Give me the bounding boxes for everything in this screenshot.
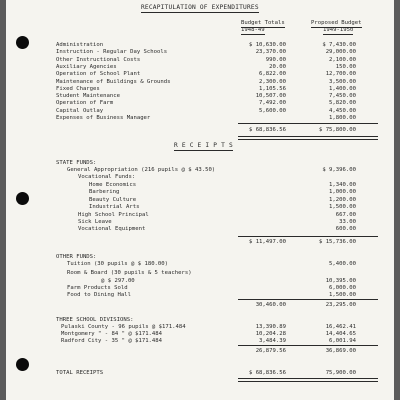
food-dining-label: Food to Dining Hall [67,292,131,298]
expenditure-row-proposed-value: 1,800.00 [329,115,356,121]
expenditure-row-label: Student Maintenance [56,93,120,100]
state-fund-row-proposed-value: 1,500.00 [329,204,356,211]
other-total-rule [238,299,378,300]
col2-header-line2: 1949-1950 [323,27,354,33]
document-page [6,0,394,400]
expenditure-row-proposed-value: 2,100.00 [329,56,356,63]
state-fund-row-label: Beauty Culture [89,196,137,203]
binder-hole-middle [16,192,29,205]
other-total-v2: 23,295.00 [325,302,356,308]
vocational-funds-label: Vocational Funds: [78,174,136,180]
expenditure-row-budget-value: 990.00 [265,56,286,63]
expenditure-row-budget-value: 23,370.00 [255,49,286,56]
exp-double-rule [238,136,378,140]
state-fund-row-label: High School Principal [78,211,149,218]
exp-total-v2: $ 75,800.00 [318,127,356,133]
col1-header-line2: 1948-49 [241,27,265,33]
tuition-label: Tuition (30 pupils @ $ 180.00) [67,261,169,267]
state-total-v1: $ 11,497.00 [248,239,286,245]
division-row-proposed-value: 16,462.41 [325,324,356,330]
expenditure-row-label: Other Instructional Costs [56,56,141,63]
expenditure-row-proposed-value: 5,820.00 [329,100,356,107]
expenditure-row-budget-value: 20.00 [269,63,286,70]
division-row-budget-value: 13,390.89 [255,324,286,330]
state-total-v2: $ 15,736.00 [318,239,356,245]
expenditure-row-budget-value: 7,492.00 [259,100,286,107]
other-funds-heading: OTHER FUNDS: [56,254,97,260]
state-funds-heading: STATE FUNDS: [56,160,97,166]
expenditure-row-budget-value: 1,105.56 [259,85,286,92]
expenditure-row-proposed-value: 12,700.00 [325,71,356,78]
tuition-value: 5,400.00 [329,261,356,267]
divisions-total-v1: 26,879.56 [255,348,286,354]
food-dining-value: 1,500.00 [329,292,356,298]
receipts-title: R E C E I P T S [174,142,233,149]
state-fund-row-label: Industrial Arts [89,204,140,211]
total-receipts-label: TOTAL RECEIPTS [56,370,104,376]
expenditure-row-label: Auxiliary Agencies [56,63,117,70]
state-fund-row-label: Vocational Equipment [78,226,146,233]
division-row-proposed-value: 14,404.65 [325,331,356,337]
state-fund-row-proposed-value: 33.00 [339,219,356,225]
expenditure-row-proposed-value: $ 7,430.00 [322,42,356,48]
expenditure-row-budget-value: 2,300.00 [259,78,286,85]
expenditure-row-proposed-value: 4,450.00 [329,107,356,114]
expenditure-row-proposed-value: 150.00 [335,63,356,70]
division-row-label: Pulaski County - 96 pupils @ $171.484 [61,324,186,330]
division-row-proposed-value: 6,001.94 [329,338,356,344]
expenditure-row-label: Capital Outlay [56,107,104,114]
state-fund-row-label: Sick Leave [78,219,112,225]
expenditure-row-label: Fixed Charges [56,85,100,92]
room-board-value: 10,395.00 [325,278,356,284]
expenditure-row-label: Instruction - Regular Day Schools [56,49,168,56]
state-fund-row-proposed-value: 1,340.00 [329,182,356,188]
binder-hole-bottom [16,358,29,371]
state-fund-row-proposed-value: 600.00 [335,226,356,233]
expenditure-row-label: Maintenance of Buildings & Grounds [56,78,171,85]
page-title: RECAPITULATION OF EXPENDITURES [141,4,259,11]
expenditure-row-label: Administration [56,42,104,48]
exp-total-rule [238,123,378,124]
state-fund-row-proposed-value: 667.00 [335,211,356,218]
expenditure-row-proposed-value: 1,400.00 [329,85,356,92]
expenditure-row-label: Operation of School Plant [56,71,141,78]
exp-total-v1: $ 68,836.56 [248,127,286,133]
expenditure-row-proposed-value: 29,000.00 [325,49,356,56]
other-total-v1: 30,460.00 [255,302,286,308]
expenditure-row-proposed-value: 7,450.00 [329,93,356,100]
farm-products-value: 6,000.00 [329,285,356,291]
division-row-budget-value: 3,484.39 [259,338,286,344]
expenditure-row-label: Expenses of Business Manager [56,115,151,121]
col2-header-line1: Proposed Budget [311,20,362,26]
divisions-total-v2: 36,869.00 [325,348,356,354]
expenditure-row-label: Operation of Farm [56,100,114,107]
total-receipts-double-rule [238,378,378,382]
room-board-rate: @ $ 297.00 [101,278,135,284]
expenditure-row-budget-value: 6,822.00 [259,71,286,78]
expenditure-row-budget-value: 10,507.00 [255,93,286,100]
general-appropriation-label: General Appropriation (216 pupils @ $ 43.50) [67,167,216,173]
state-total-rule [238,236,378,237]
divisions-total-rule [238,345,378,346]
expenditure-row-budget-value: 5,600.00 [259,107,286,114]
expenditure-row-proposed-value: 3,500.00 [329,78,356,85]
division-row-budget-value: 10,204.28 [255,331,286,337]
state-fund-row-proposed-value: 1,000.00 [329,189,356,196]
state-fund-row-label: Home Economics [89,182,137,188]
col1-header-line1: Budget Totals [241,20,285,26]
general-appropriation-value: $ 9,396.00 [322,167,356,173]
binder-hole-top [16,36,29,49]
total-receipts-v1: $ 68,836.56 [248,370,286,376]
room-board-label: Room & Board (30 pupils & 5 teachers) [67,270,192,276]
divisions-heading: THREE SCHOOL DIVISIONS: [56,317,134,323]
farm-products-label: Farm Products Sold [67,285,128,291]
division-row-label: Radford City - 35 " @ $171.484 [61,338,163,344]
division-row-label: Montgomery " - 84 " @ $171.484 [61,331,163,337]
total-receipts-v2: 75,900.00 [325,370,356,376]
expenditure-row-budget-value: $ 10,630.00 [248,42,286,48]
state-fund-row-label: Barbering [89,189,120,196]
state-fund-row-proposed-value: 1,200.00 [329,196,356,203]
